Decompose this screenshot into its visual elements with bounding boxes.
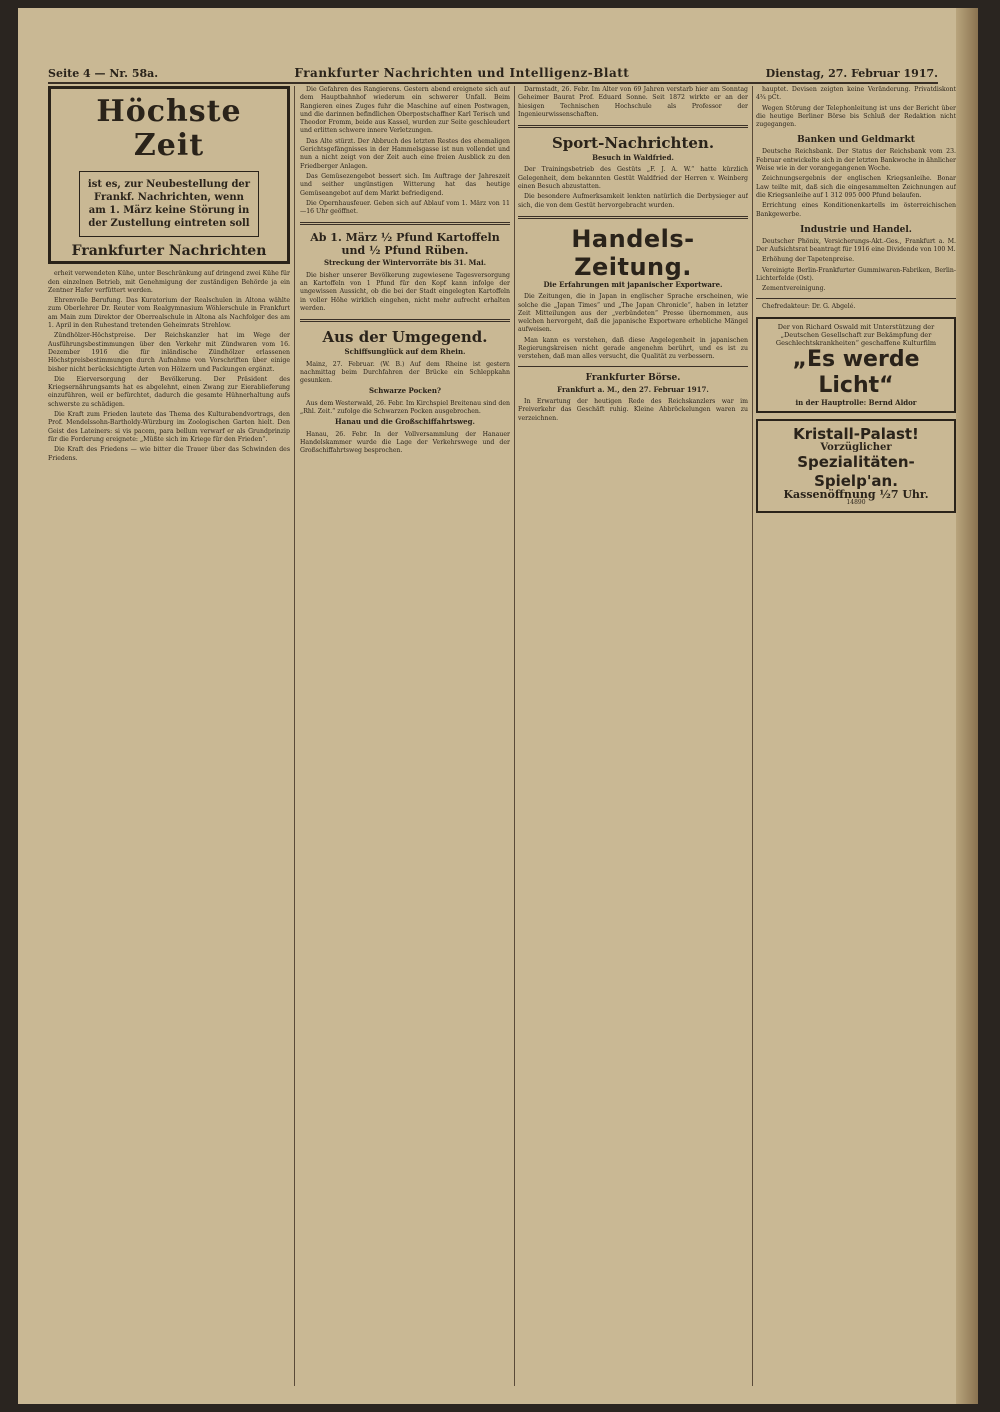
- article-text: In Erwartung der heutigen Rede des Reichskanzlers war im Freiverkehr das Geschäft ruhig. Kleine Abbröckelungen waren zu verzeichnen.: [518, 397, 748, 422]
- article-text: Errichtung eines Konditionenkartells im österreichischen Bankgewerbe.: [756, 202, 956, 218]
- article-subheadline: Hanau und die Großschiffahrtsweg.: [335, 417, 475, 427]
- article-subheadline: Schiffsunglück auf dem Rhein.: [344, 347, 466, 357]
- article-subheadline: Die Erfahrungen mit japanischer Exportware.: [543, 279, 723, 289]
- article-text: Die Kraft zum Frieden lautete das Thema des Kulturabendvortrags, den Prof. Mendelssohn-Bartholdy-Würzburg im Zoologischen Garten hielt. Den Geist des Lateiners: si vis pacem, para bellum verwarf er als Grundprinzip für die Forderung ereignete: „Müßte sich im Kriege für den Frieden“.: [48, 411, 290, 443]
- film-ad-intro: Der von Richard Oswald mit Unterstützung der „Deutschen Gesellschaft zur Bekämpfung der Geschlechtskrankheiten“ geschaffene Kulturfilm: [775, 322, 937, 347]
- film-ad-title: „Es werde Licht“: [792, 346, 920, 398]
- article-text: hauptet. Devisen zeigten keine Veränderung. Privatdiskont 4¾ pCt.: [756, 86, 956, 102]
- article-text: Darmstadt, 26. Febr. Im Alter von 69 Jahren verstarb hier am Sonntag Geheimer Baurat Prof. Eduard Sonne. Seit 1872 wirkte er an der hiesigen Technischen Hochschule als Professor der Ingenieurwissenschaften.: [518, 86, 748, 118]
- article-text: Die bisher unserer Bevölkerung zugewiesene Tagesversorgung an Kartoffeln von 1 Pfund für den Kopf kann infolge der ungewissen Aussicht, ob die bei der Stadt eingelegten Kartoffeln in voller Höhe wirklich eingehen, nicht mehr aufrecht erhalten werden.: [300, 271, 510, 312]
- header-date: Dienstag, 27. Februar 1917.: [765, 67, 938, 80]
- article-text: Hanau, 26. Febr. In der Vollversammlung der Hanauer Handelskammer wurde die Lage der Verkehrswege und der Großschiffahrtsweg besprochen.: [300, 430, 510, 455]
- film-ad: [756, 317, 956, 413]
- kristall-ad-sub: Vorzüglicher: [820, 442, 892, 454]
- article-text: erheit verwendeten Kühe, unter Beschränkung auf dringend zwei Kühe für den einzelnen Betrieb, mit Genehmigung der zuständigen Behörde ja ein Zentner Hafer verfüttert werden.: [48, 270, 290, 294]
- article-text: Deutscher Phönix, Versicherungs-Akt.-Ges., Frankfurt a. M. Der Aufsichtsrat beantragt für 1916 eine Dividende von 100 M.: [756, 237, 956, 254]
- kristall-ad-phone: 14890: [846, 498, 866, 506]
- article-text: Das Alte stürzt. Der Abbruch des letzten Restes des ehemaligen Gerichtsgefängnisses in der Hammelsgasse ist nun vollendet und nun a nicht zeigt von der Zeit auch eine freien Ausblick zu den Friedberger Anlagen.: [300, 137, 510, 170]
- section-divider: [300, 319, 510, 322]
- page-header: [48, 54, 938, 84]
- article-text: Die Eierversorgung der Bevölkerung. Der Präsident des Kriegsernährungsamts hat es abgelehnt, einen Zwang zur Eierablieferung einzuführen, weil er befürchtet, dadurch die gesamte Hühnerhaltung aufs schwerste zu schädigen.: [48, 375, 290, 408]
- article-text: Zündhölzer-Höchstpreise. Der Reichskanzler hat im Wege der Ausführungsbestimmungen über den Verkehr mit Zündwaren vom 16. Dezember 1916 die für inländische Zündhölzer erlassenen Höchstpreisbestimmungen durch Aufnahme von Vorschriften über einige bisher nicht berücksichtigte Arten von Hölzern und Packungen ergänzt.: [48, 332, 290, 373]
- column-4: [756, 86, 956, 1386]
- section-headline: Industrie und Handel.: [800, 224, 912, 235]
- kristall-palast-ad: [756, 419, 956, 513]
- column-divider: [752, 86, 753, 1386]
- article-subheadline: Frankfurt a. M., den 27. Februar 1917.: [557, 384, 709, 394]
- kristall-ad-program: Spezialitäten-Spielp'an.: [797, 452, 915, 490]
- section-divider: [518, 366, 748, 367]
- article-subheadline: Schwarze Pocken?: [368, 386, 442, 396]
- section-headline: Frankfurter Börse.: [585, 372, 681, 383]
- column-1: [48, 86, 290, 1386]
- section-headline: Sport-Nachrichten.: [551, 134, 715, 153]
- kristall-ad-time: Kassenöffnung ½7 Uhr.: [783, 487, 929, 501]
- ad-body: ist es, zur Neubestellung der Frankf. Nachrichten, wenn am 1. März keine Störung in der Zustellung eintreten soll: [79, 171, 259, 237]
- ad-headline: Höchste Zeit: [96, 94, 242, 163]
- column-divider: [294, 86, 295, 1386]
- section-divider: [300, 222, 510, 225]
- article-text: Zeichnungsergebnis der englischen Kriegsanleihe. Bonar Law teilte mit, daß sich die eingesammelten Zeichnungen auf die Kriegsanleihe auf 1 312 095 000 Pfund belaufen.: [756, 175, 956, 199]
- section-divider: [518, 216, 748, 219]
- article-text: Mainz, 27. Februar. (W. B.) Auf dem Rheine ist gestern nachmittag beim Durchfahren der Brücke ein Schleppkahn gesunken.: [300, 360, 510, 385]
- article-text: Die Gefahren des Rangierens. Gestern abend ereignete sich auf dem Hauptbahnhof wiederum ein schwerer Unfall. Beim Rangieren eines Zuges fuhr die Maschine auf einen Postwagen, und die darinnen befindlichen Oberpostschaffner Karl Terisch und Theodor Fromm, beide aus Kassel, wurden zur Seite geschleudert und erlitten schwere innere Verletzungen.: [300, 86, 510, 135]
- article-text: Der Trainingsbetrieb des Gestüts „F. J. A. W.“ hatte kürzlich Gelegenheit, dem bekannten Gestüt Waldfried der Herren v. Weinberg einen Besuch abzustatten.: [518, 166, 748, 191]
- article-subheadline: Besuch in Waldfried.: [592, 153, 674, 163]
- article-text: Ehrenvolle Berufung. Das Kuratorium der Realschulen in Altona wählte zum Oberlehrer Dr. Reuter vom Realgymnasium Wöhlerschule in Frankfurt am Main zum Direktor der Oberrealschule in Altona als Nachfolger des am 1. April in den Ruhestand tretenden Geheimrats Strehlow.: [48, 297, 290, 330]
- section-headline: Handels-Zeitung.: [571, 224, 695, 281]
- article-subheadline: Streckung der Wintervorräte bis 31. Mai.: [323, 258, 487, 268]
- article-text: Die Zeitungen, die in Japan in englischer Sprache erscheinen, wie solche die „Japan Times“ und „The Japan Chronicle“, haben in letzter Zeit Mitteilungen aus der „verbündeten“ Presse übernommen, aus welchen hervorgeht, daß die japanische Exportware erhebliche Mängel aufweisen.: [518, 293, 748, 334]
- column-2: [300, 86, 510, 1386]
- header-masthead: Frankfurter Nachrichten und Intelligenz-Blatt: [294, 66, 630, 80]
- ad-footer: Frankfurter Nachrichten: [71, 243, 267, 259]
- article-text: Deutsche Reichsbank. Der Status der Reichsbank vom 23. Februar entwickelte sich in der letzten Bankwoche in ähnlicher Weise wie in der vorangegangenen Woche.: [756, 148, 956, 173]
- article-text: Wegen Störung der Telephonleitung ist uns der Bericht über die heutige Berliner Börse bis Schluß der Redaktion nicht zugegangen.: [756, 104, 956, 129]
- column-3: [518, 86, 748, 1386]
- article-text: Die Kraft des Friedens — wie bitter die Trauer über das Schwinden des Friedens.: [48, 446, 290, 462]
- header-page-number: Seite 4 — Nr. 58a.: [48, 67, 159, 80]
- newspaper-page: [18, 8, 978, 1404]
- kristall-ad-title: Kristall-Palast!: [793, 425, 919, 444]
- article-text: Das Gemüsezengebot bessert sich. Im Auftrage der Jahreszeit und seither ungünstigen Witterung hat das heutige Gemüseangebot auf dem Markt befriedigend.: [300, 172, 510, 197]
- section-headline: Aus der Umgegend.: [322, 328, 488, 347]
- article-headline: Ab 1. März ½ Pfund Kartoffeln und ½ Pfund Rüben.: [310, 231, 500, 258]
- subscription-ad: [48, 86, 290, 264]
- section-headline: Banken und Geldmarkt: [797, 135, 915, 146]
- section-divider: [518, 125, 748, 128]
- article-text: Man kann es verstehen, daß diese Angelegenheit in japanischen Regierungskreisen nicht gerade angenehm berührt, und es ist zu verstehen, daß man alles versucht, die Qualität zu verbessern.: [518, 336, 748, 361]
- article-text: Die besondere Aufmerksamkeit lenkten natürlich die Derbysieger auf sich, die von dem Gestüt hervorgebracht wurden.: [518, 193, 748, 209]
- article-text: Aus dem Westerwald, 26. Febr. Im Kirchspiel Breitenau sind den „Rhl. Zeit.“ zufolge die Schwarzen Pocken ausgebrochen.: [300, 399, 510, 416]
- impressum: Chefredakteur: Dr. G. Abgelé.: [762, 302, 856, 310]
- article-text: Vereinigte Berlin-Frankfurter Gummiwaren-Fabriken, Berlin-Lichterfelde (Ost).: [756, 266, 956, 283]
- article-text: Zementvereinigung.: [762, 285, 826, 293]
- section-divider: [756, 298, 956, 299]
- article-text: Die Opernhausfeuer. Geben sich auf Ablauf vom 1. März von 11—16 Uhr geöffnet.: [300, 199, 510, 216]
- article-text: Erhöhung der Tapetenpreise.: [762, 256, 855, 264]
- film-ad-cast: in der Hauptrolle: Bernd Aldor: [795, 397, 917, 407]
- page-binding: [956, 8, 978, 1404]
- column-divider: [514, 86, 515, 1386]
